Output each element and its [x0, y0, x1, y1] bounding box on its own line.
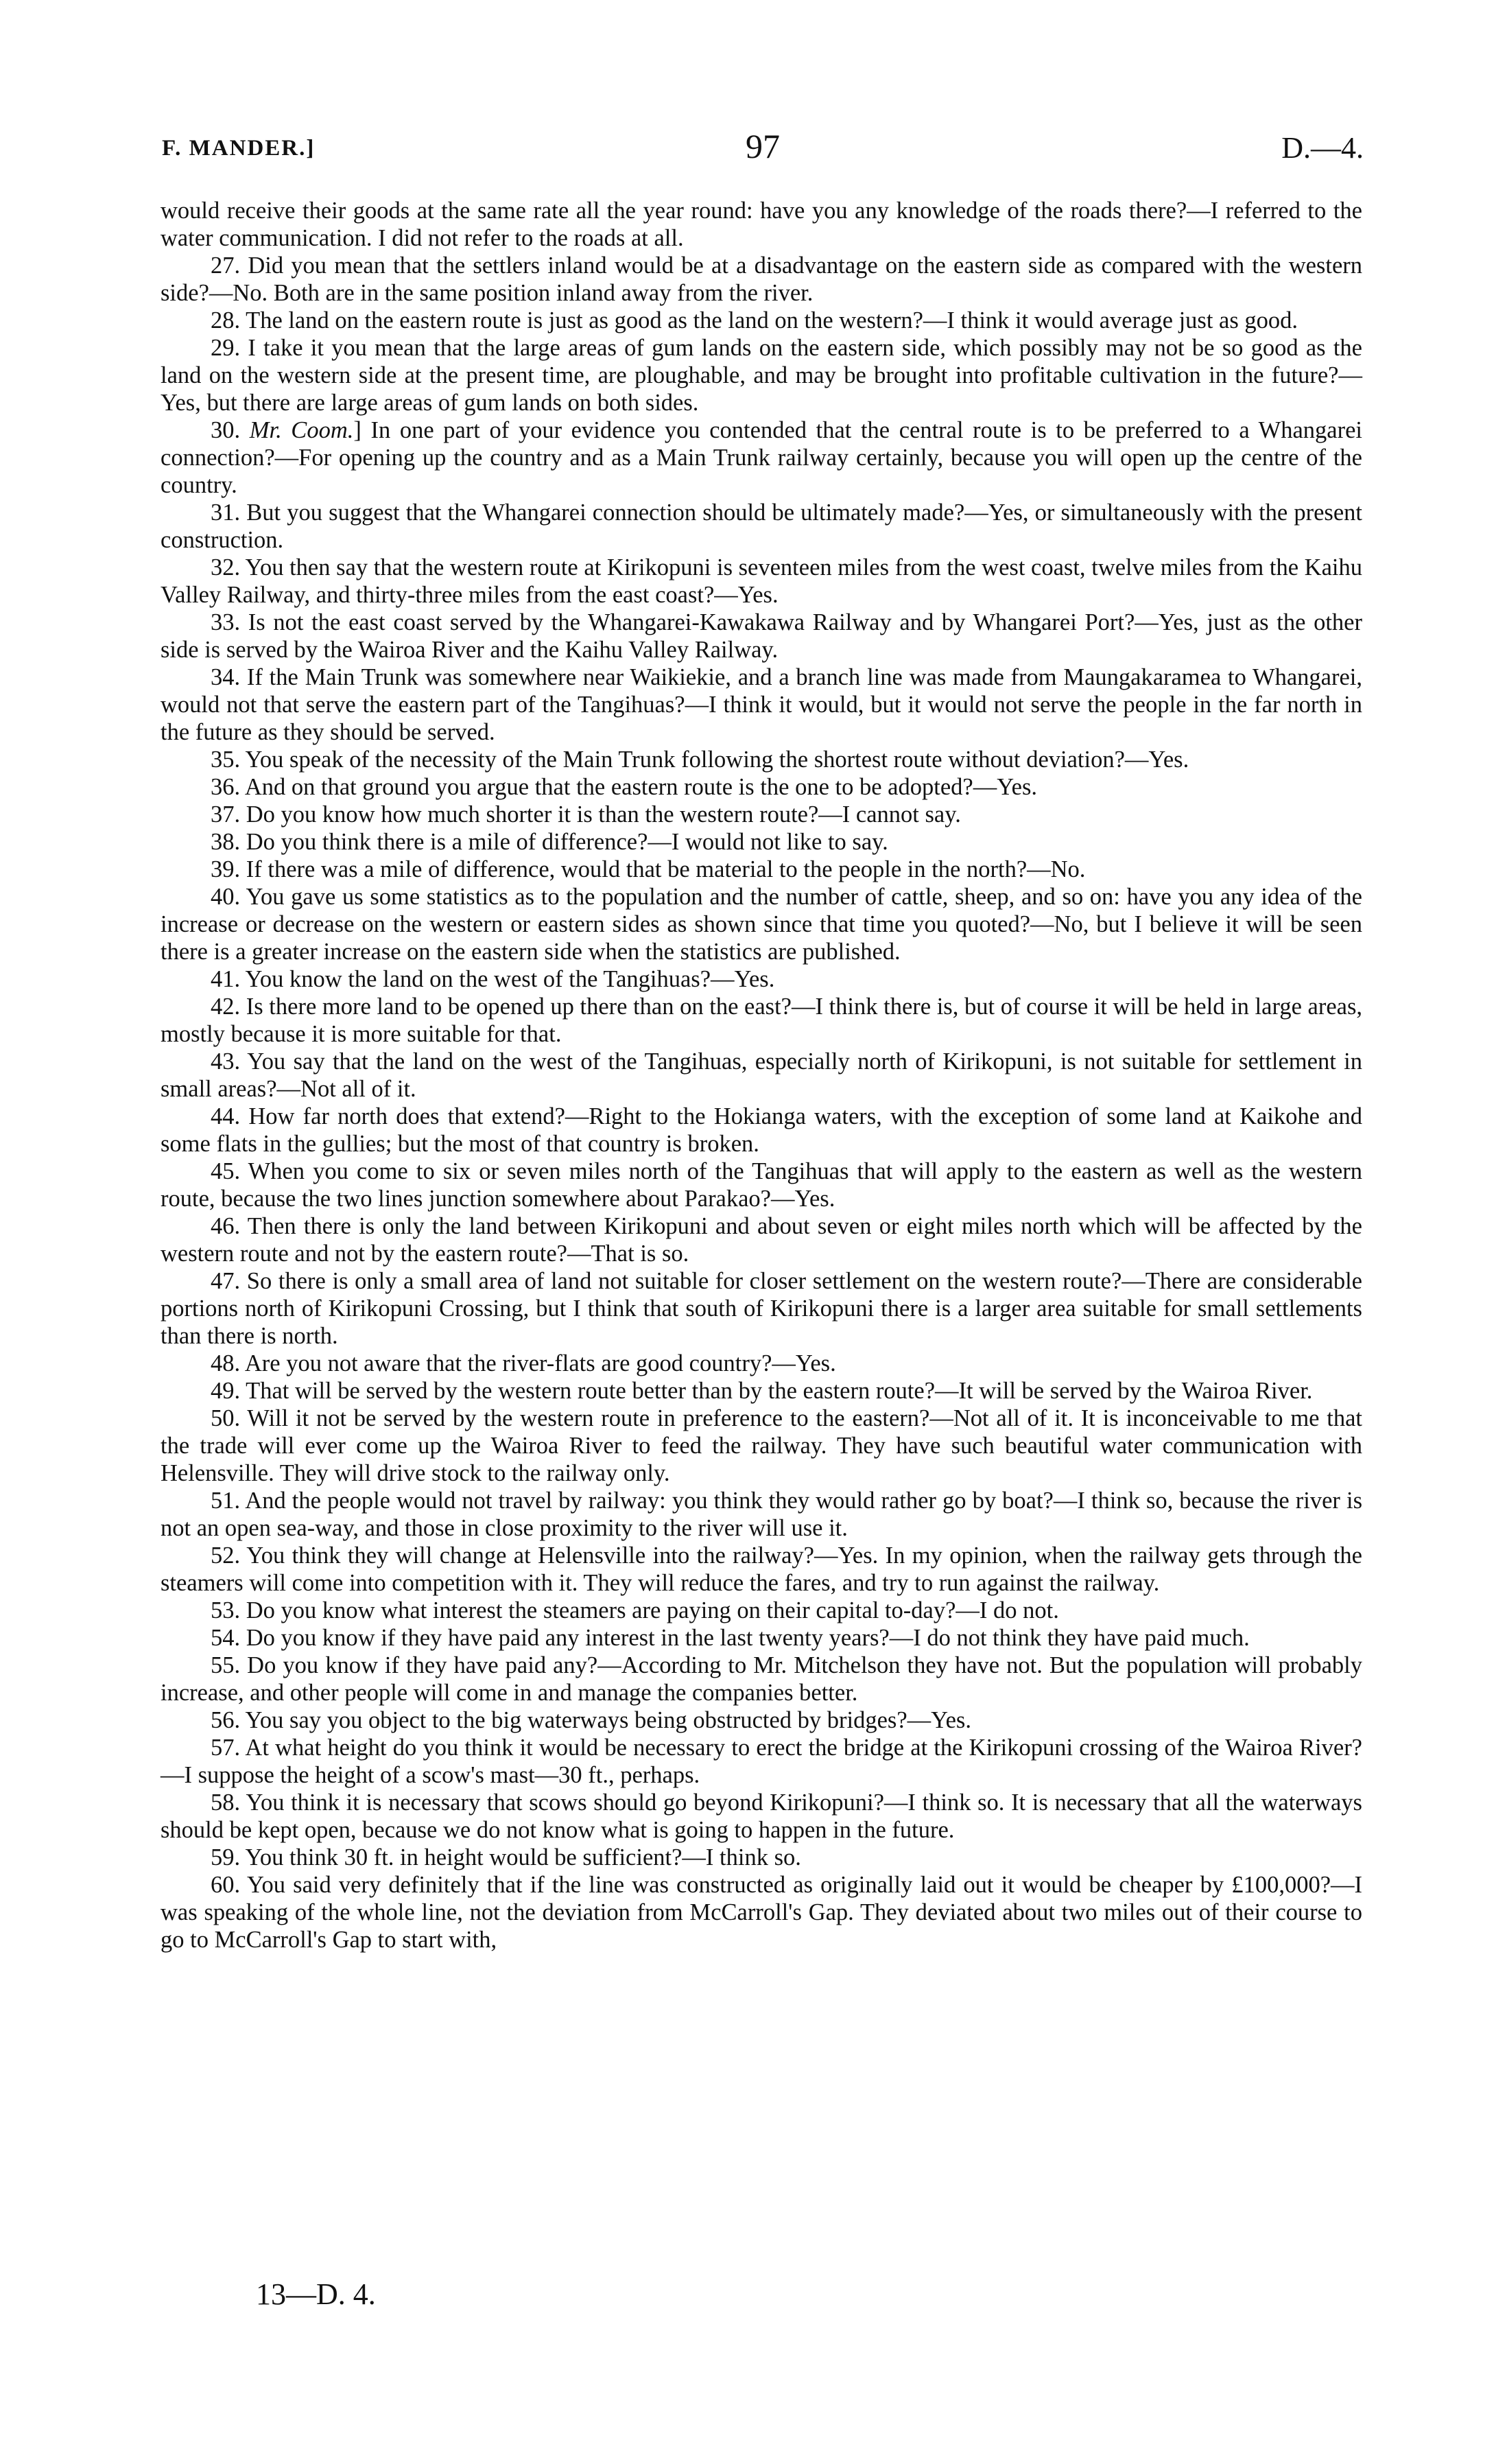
evidence-paragraph: 36. And on that ground you argue that the eastern route is the one to be adopted?—Yes.	[211, 774, 1038, 800]
evidence-paragraph: 56. You say you object to the big waterways being obstructed by bridges?—Yes.	[211, 1707, 971, 1733]
signature-mark: 13—D. 4.	[256, 2277, 376, 2311]
evidence-paragraph: 53. Do you know what interest the steamers are paying on their capital to-day?—I do not.	[211, 1597, 1059, 1623]
paragraph-prefix: 30.	[211, 417, 250, 443]
evidence-paragraph: 46. Then there is only the land between Kirikopuni and about seven or eight miles north which will be affected by the western route and not by the eastern route?—That is so.	[161, 1213, 1362, 1267]
page-header	[162, 124, 1364, 172]
document-code: D.—4.	[1281, 131, 1364, 165]
evidence-paragraph: 32. You then say that the western route at Kirikopuni is seventeen miles from the west coast, twelve miles from the Kaihu Valley Railway, and thirty-three miles from the east coast?—Yes.	[161, 554, 1362, 608]
evidence-paragraph: 38. Do you think there is a mile of difference?—I would not like to say.	[211, 829, 888, 855]
evidence-paragraph: 48. Are you not aware that the river-flats are good country?—Yes.	[211, 1350, 836, 1376]
evidence-paragraph: 37. Do you know how much shorter it is than the western route?—I cannot say.	[211, 801, 961, 828]
evidence-paragraph: 45. When you come to six or seven miles north of the Tangihuas that will apply to the eastern as well as the western route, because the two lines junction somewhere about Parakao?—Yes.	[161, 1158, 1362, 1212]
evidence-paragraph: 42. Is there more land to be opened up there than on the east?—I think there is, but of course it will be held in large areas, mostly because it is more suitable for that.	[161, 994, 1362, 1047]
evidence-paragraph: 52. You think they will change at Helensville into the railway?—Yes. In my opinion, when the railway gets through the steamers will come into competition with it. They will reduce the fares, and try to run against the railway.	[161, 1542, 1362, 1596]
evidence-paragraph: 47. So there is only a small area of land not suitable for closer settlement on the western route?—There are considerable portions north of Kirikopuni Crossing, but I think that south of Kirikopuni there is a larger area suitable for small settlements than there is north.	[161, 1268, 1362, 1349]
evidence-paragraph: 51. And the people would not travel by railway: you think they would rather go by boat?—I think so, because the river is not an open sea-way, and those in close proximity to the river will use it.	[161, 1488, 1362, 1541]
evidence-paragraph: 34. If the Main Trunk was somewhere near Waikiekie, and a branch line was made from Maungakaramea to Whangarei, would not that serve the eastern part of the Tangihuas?—I think it would, but it would not serve the people in the far north in the future as they should be served.	[161, 664, 1362, 745]
evidence-paragraph: 54. Do you know if they have paid any interest in the last twenty years?—I do not think they have paid much.	[211, 1625, 1250, 1651]
evidence-paragraph: 31. But you suggest that the Whangarei connection should be ultimately made?—Yes, or simultaneously with the present construction.	[161, 500, 1362, 553]
evidence-paragraph: 28. The land on the eastern route is just as good as the land on the western?—I think it would average just as good.	[211, 307, 1298, 333]
evidence-paragraph: 44. How far north does that extend?—Right to the Hokianga waters, with the exception of some land at Kaikohe and some flats in the gullies; but the most of that country is broken.	[161, 1103, 1362, 1157]
witness-name: F. MANDER.]	[162, 136, 316, 161]
evidence-paragraph: 60. You said very definitely that if the line was constructed as originally laid out it would be cheaper by £100,000?—I was speaking of the whole line, not the deviation from McCarroll's Gap. They deviated about two miles out of their course to go to McCarroll's Gap to start with,	[161, 1872, 1362, 1953]
paragraph-text: ] In one part of your evidence you contended that the central route is to be preferred to a Whangarei connection?—For opening up the country and as a Main Trunk railway certainly, because you will open up the centre of the country.	[161, 417, 1362, 498]
evidence-text	[161, 197, 1362, 1953]
evidence-paragraph: 41. You know the land on the west of the Tangihuas?—Yes.	[211, 966, 775, 992]
page-number: 97	[746, 127, 780, 165]
evidence-paragraph: 40. You gave us some statistics as to the population and the number of cattle, sheep, and so on: have you any idea of the increase or decrease on the western or eastern sides as shown since that time you quoted?—No, but I believe it will be seen there is a greater increase on the eastern side when the statistics are published.	[161, 884, 1362, 965]
evidence-paragraph	[161, 416, 1362, 499]
evidence-paragraph: 35. You speak of the necessity of the Main Trunk following the shortest route without deviation?—Yes.	[211, 747, 1189, 773]
evidence-paragraph: 59. You think 30 ft. in height would be sufficient?—I think so.	[211, 1844, 801, 1870]
evidence-paragraph: 29. I take it you mean that the large areas of gum lands on the eastern side, which possibly may not be so good as the land on the western side at the present time, are ploughable, and may be brought into profitable cultivation in the future?—Yes, but there are large areas of gum lands on both sides.	[161, 335, 1362, 416]
evidence-paragraph: 43. You say that the land on the west of the Tangihuas, especially north of Kirikopuni, is not suitable for settlement in small areas?—Not all of it.	[161, 1048, 1362, 1102]
evidence-paragraph: 50. Will it not be served by the western route in preference to the eastern?—Not all of it. It is inconceivable to me that the trade will ever come up the Wairoa River to feed the railway. They have such beautiful water communication with Helensville. They will drive stock to the railway only.	[161, 1405, 1362, 1486]
evidence-paragraph: 49. That will be served by the western route better than by the eastern route?—It will be served by the Wairoa River.	[211, 1378, 1313, 1404]
evidence-paragraph: would receive their goods at the same rate all the year round: have you any knowledge of the roads there?—I referred to the water communication. I did not refer to the roads at all.	[161, 198, 1362, 251]
evidence-paragraph: 39. If there was a mile of difference, would that be material to the people in the north?—No.	[211, 856, 1086, 882]
speaker-name: Mr. Coom.	[249, 417, 354, 443]
evidence-paragraph: 55. Do you know if they have paid any?—According to Mr. Mitchelson they have not. But the population will probably increase, and other people will come in and manage the companies better.	[161, 1652, 1362, 1706]
evidence-paragraph: 27. Did you mean that the settlers inland would be at a disadvantage on the eastern side as compared with the western side?—No. Both are in the same position inland away from the river.	[161, 253, 1362, 306]
evidence-paragraph: 33. Is not the east coast served by the Whangarei-Kawakawa Railway and by Whangarei Port?—Yes, just as the other side is served by the Wairoa River and the Kaihu Valley Railway.	[161, 609, 1362, 663]
evidence-paragraph: 57. At what height do you think it would be necessary to erect the bridge at the Kirikopuni crossing of the Wairoa River?—I suppose the height of a scow's mast—30 ft., perhaps.	[161, 1735, 1362, 1788]
evidence-paragraph: 58. You think it is necessary that scows should go beyond Kirikopuni?—I think so. It is necessary that all the waterways should be kept open, because we do not know what is going to happen in the future.	[161, 1790, 1362, 1843]
